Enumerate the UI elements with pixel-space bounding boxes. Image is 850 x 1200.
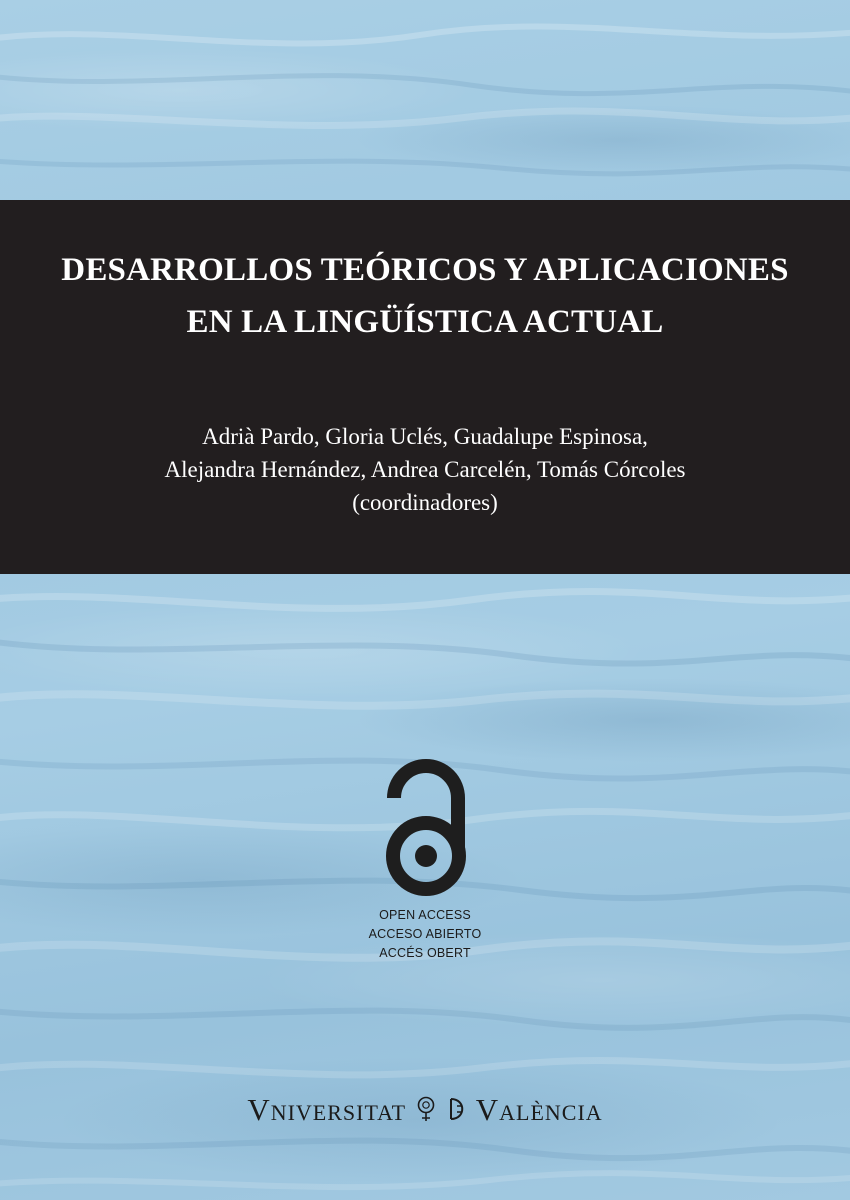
open-access-lock-icon (378, 752, 474, 898)
publisher-initial-1: V (247, 1092, 271, 1127)
book-title (0, 244, 850, 348)
publisher-logo (0, 1092, 850, 1128)
open-access-line-ca: ACCÉS OBERT (379, 946, 471, 960)
open-access-line-es: ACCESO ABIERTO (368, 927, 482, 941)
open-access-line-en: OPEN ACCESS (379, 908, 471, 922)
authors-line-1: Adrià Pardo, Gloria Uclés, Guadalupe Espinosa, (202, 424, 648, 449)
coordinators-label: (coordinadores) (352, 490, 498, 515)
title-line-1: DESARROLLOS TEÓRICOS Y APLICACIONES (61, 252, 789, 288)
book-authors (0, 420, 850, 519)
authors-line-2: Alejandra Hernández, Andrea Carcelén, Tomás Córcoles (164, 457, 686, 482)
publisher-word-2: ALÈNCIA (499, 1100, 603, 1125)
publisher-initial-2: V (475, 1092, 500, 1127)
de-monogram-icon (446, 1094, 468, 1124)
title-line-2: EN LA LINGÜÍSTICA ACTUAL (186, 304, 664, 340)
open-access-label (0, 906, 850, 963)
university-seal-icon (415, 1094, 437, 1124)
publisher-word-1: NIVERSITAT (270, 1100, 407, 1125)
